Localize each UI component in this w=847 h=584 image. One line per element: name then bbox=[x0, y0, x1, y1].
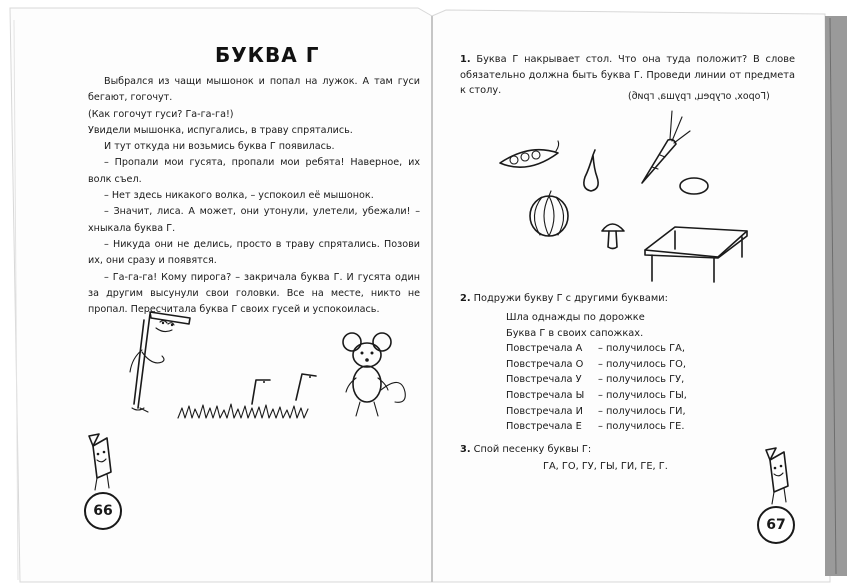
story-paragraph: Увидели мышонка, испугались, в траву спрятались. bbox=[88, 124, 353, 136]
poem-met: Повстречала Ы bbox=[506, 389, 585, 401]
page-number-left: 66 bbox=[84, 492, 122, 530]
pencil-mascot-icon bbox=[85, 432, 115, 494]
poem-line bbox=[506, 372, 687, 388]
pumpkin-icon bbox=[530, 191, 568, 236]
story-paragraph: – Нет здесь никакого волка, – успокоил её мышонок. bbox=[104, 190, 374, 202]
story-text bbox=[88, 74, 420, 318]
story-illustration bbox=[120, 300, 420, 430]
page-number-right: 67 bbox=[757, 506, 795, 544]
task-3-number: 3. bbox=[460, 444, 471, 455]
story-paragraph: Выбрался из чащи мышонок и попал на лужок. А там гуси бегают, гогочут. bbox=[88, 76, 420, 104]
poem-line bbox=[506, 357, 687, 373]
pear-icon bbox=[584, 150, 598, 191]
task-2 bbox=[460, 291, 790, 307]
poem-line bbox=[506, 419, 687, 435]
poem-met: Повстречала У bbox=[506, 374, 582, 386]
mushroom-icon bbox=[602, 224, 624, 249]
letter-poem bbox=[506, 310, 687, 435]
task-1-hint: (Горох, огурец, груша, гриб) bbox=[628, 91, 770, 102]
task-3-song: ГА, ГО, ГУ, ГЫ, ГИ, ГЕ, Г. bbox=[543, 461, 668, 472]
story-paragraph: – Никуда они не делись, просто в траву спрятались. Позови их, они сразу и появятся. bbox=[88, 238, 420, 267]
poem-result: – получилось ГА, bbox=[598, 343, 685, 355]
poem-result: – получилось ГЫ, bbox=[598, 389, 687, 401]
poem-line bbox=[506, 388, 687, 404]
table-icon bbox=[645, 227, 747, 282]
story-paragraph: И тут откуда ни возьмись буква Г появилась. bbox=[104, 141, 335, 153]
mouse-icon bbox=[343, 333, 405, 416]
story-paragraph: – Пропали мои гусята, пропали мои ребята! Наверное, их волк съел. bbox=[88, 157, 420, 185]
poem-result: – получилось ГЕ. bbox=[598, 421, 685, 433]
poem-result: – получилось ГУ, bbox=[598, 374, 685, 386]
task-1-number: 1. bbox=[460, 54, 471, 65]
poem-intro-line: Шла однажды по дорожке bbox=[506, 312, 645, 323]
poem-met: Повстречала О bbox=[506, 358, 584, 370]
poem-intro-line: Буква Г в своих сапожках. bbox=[506, 327, 644, 339]
pencil-mascot-icon bbox=[762, 446, 792, 508]
story-paragraph: (Как гогочут гуси? Га-га-га!) bbox=[88, 108, 234, 120]
task-1-illustration bbox=[490, 105, 760, 295]
grass-icon bbox=[178, 404, 308, 418]
story-paragraph: – Га-га-га! Кому пирога? – закричала буква Г. И гусята один за другим высунули свои головки. Все на месте, никто не пропал. Пересчитала буква Г своих гусей и успокоилась. bbox=[88, 271, 420, 316]
page-title: БУКВА Г bbox=[215, 43, 320, 67]
poem-met: Повстречала Е bbox=[506, 421, 582, 433]
story-paragraph: – Значит, лиса. А может, они утонули, улетели, убежали! – хныкала буква Г. bbox=[88, 206, 420, 234]
task-3 bbox=[460, 442, 760, 458]
potato-icon bbox=[680, 178, 708, 194]
pea-pod-icon bbox=[500, 141, 559, 167]
task-2-number: 2. bbox=[460, 293, 471, 304]
task-3-text: Спой песенку буквы Г: bbox=[473, 444, 592, 455]
poem-met: Повстречала А bbox=[506, 343, 583, 355]
poem-line bbox=[506, 404, 687, 420]
poem-result: – получилось ГИ, bbox=[598, 405, 686, 417]
task-2-text: Подружи букву Г с другими буквами: bbox=[473, 293, 668, 304]
poem-met: Повстречала И bbox=[506, 405, 583, 417]
letter-g-character-icon bbox=[130, 312, 190, 412]
poem-line bbox=[506, 341, 687, 357]
carrot-icon bbox=[642, 111, 690, 183]
goose-heads-icon bbox=[252, 374, 316, 404]
poem-result: – получилось ГО, bbox=[598, 358, 686, 370]
task-1-text: Буква Г накрывает стол. Что она туда положит? В слове обязательно должна быть буква Г. Проведи линии от предмета к столу. bbox=[460, 54, 795, 96]
